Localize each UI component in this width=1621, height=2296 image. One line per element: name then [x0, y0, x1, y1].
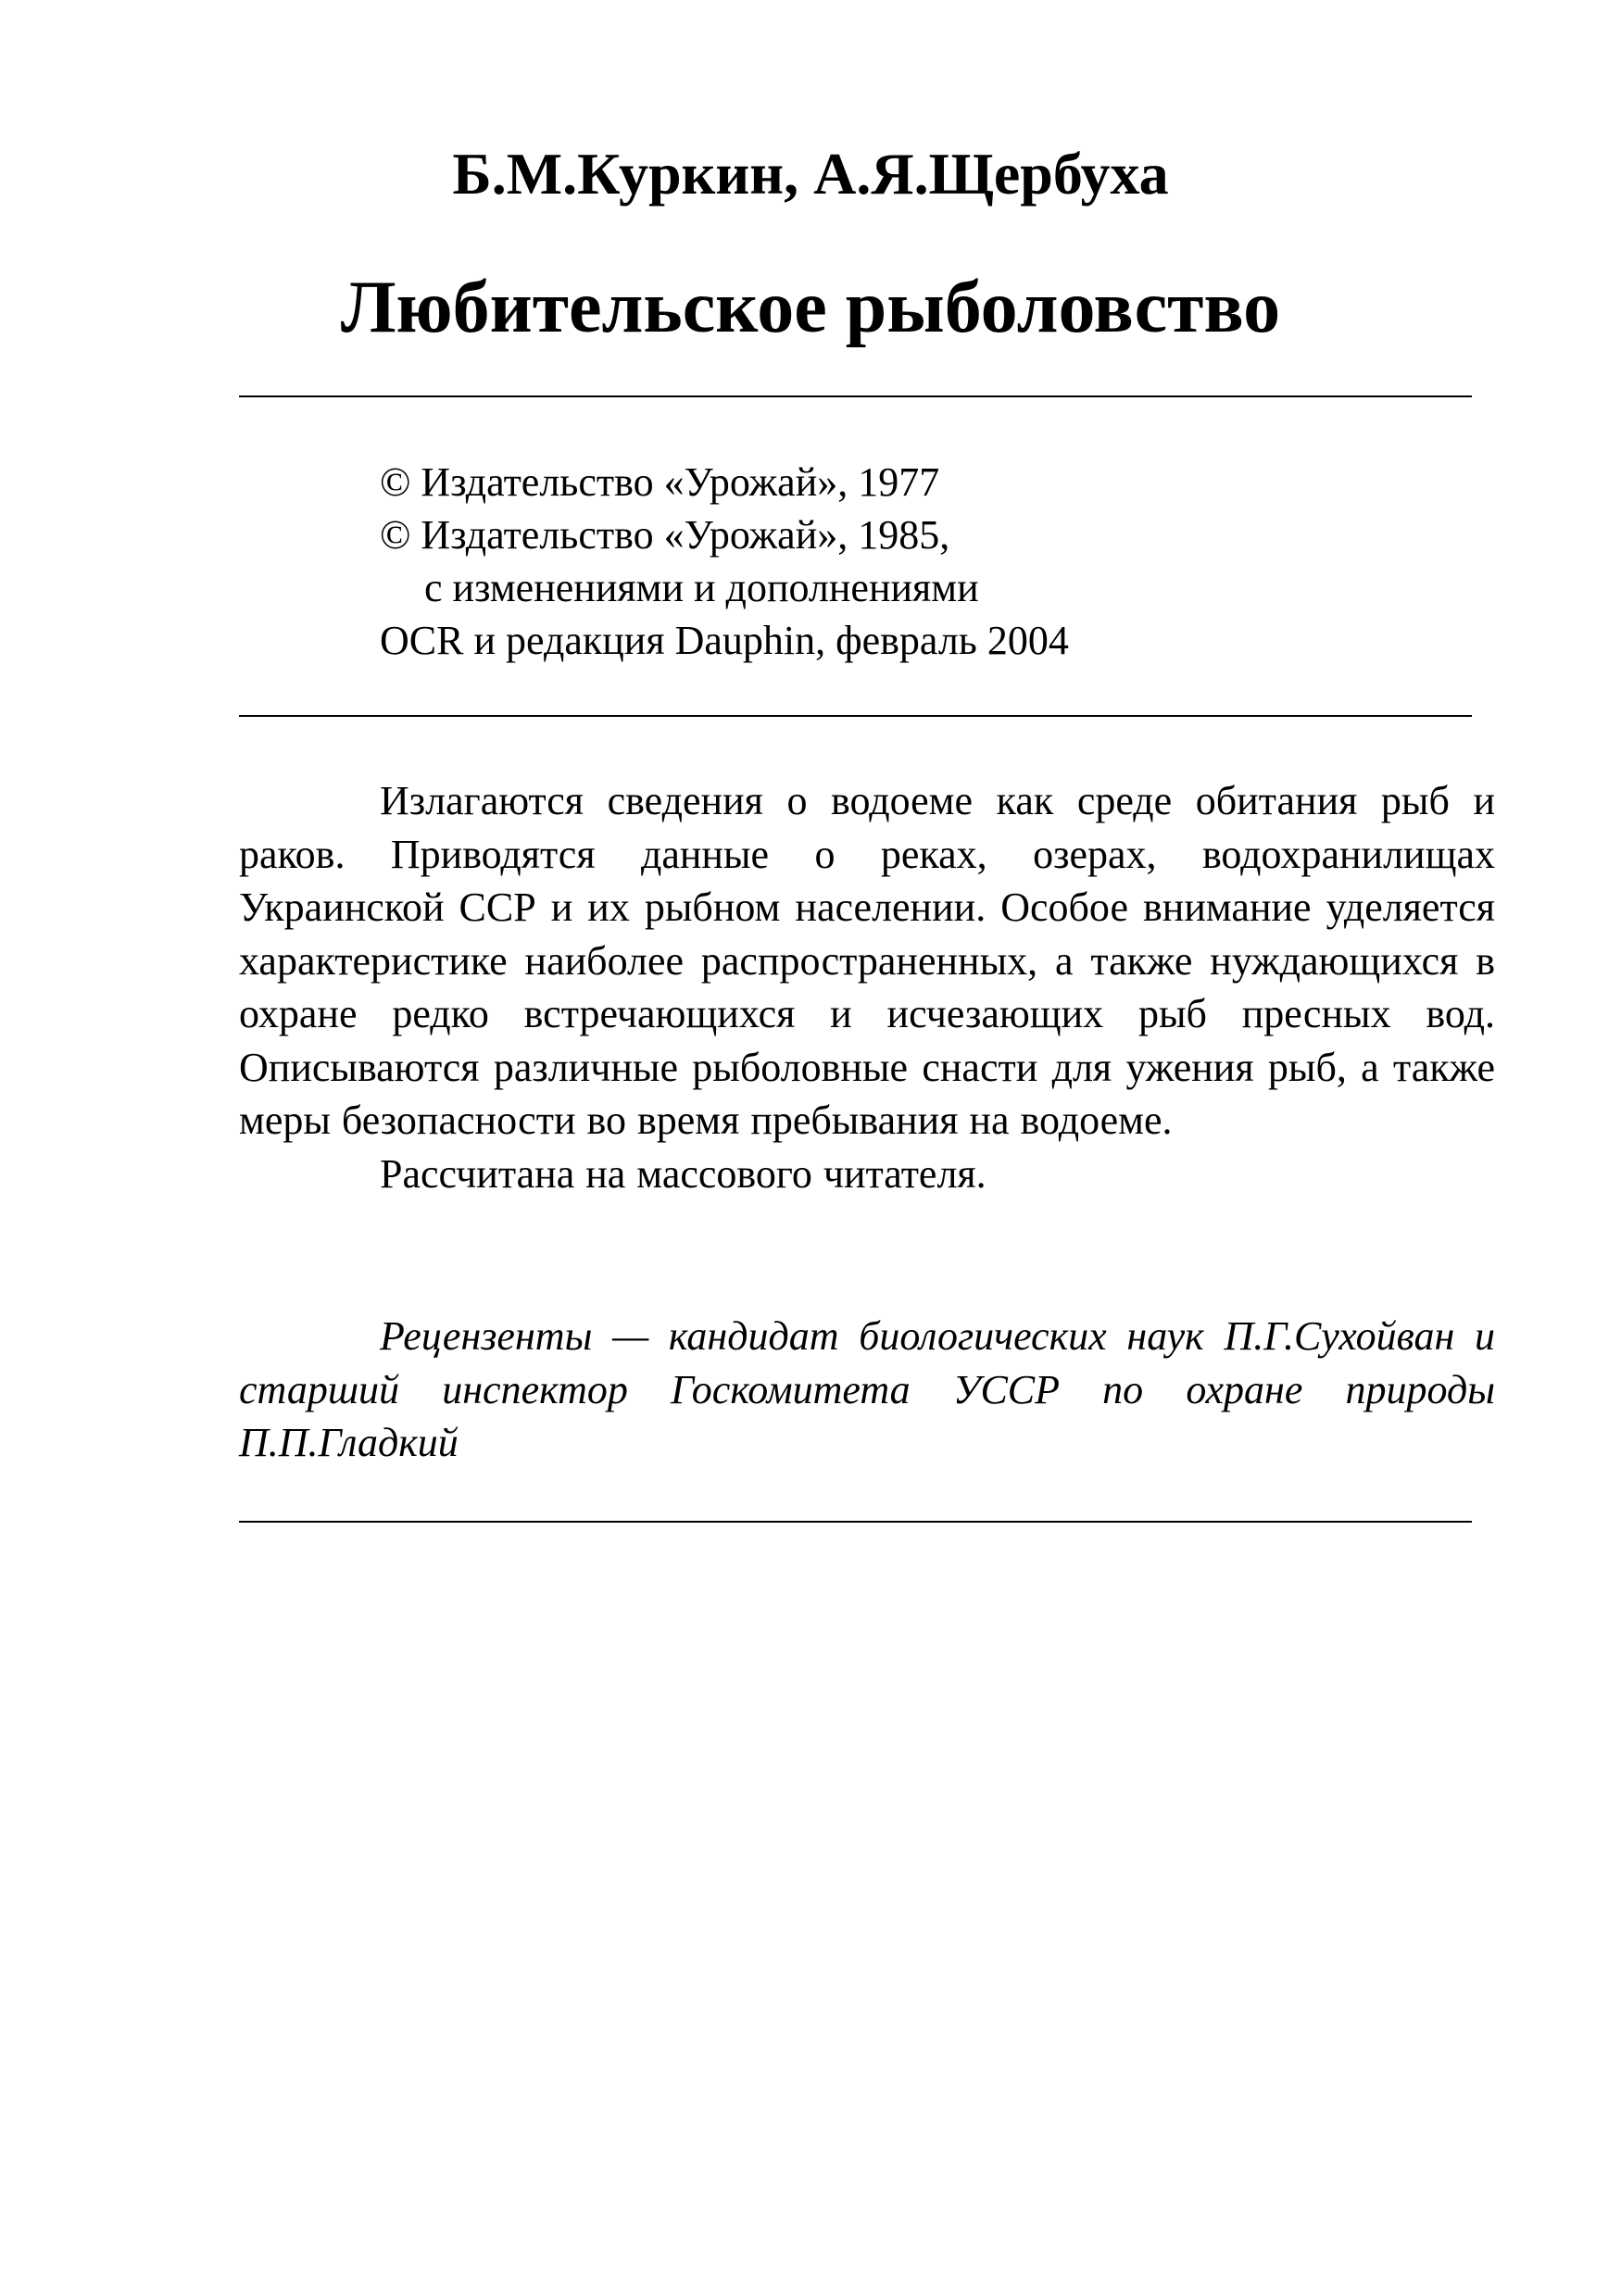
annotation-paragraph-1: Излагаются сведения о водоеме как среде обитания рыб и раков. Приводятся данные о реках, озерах, водохранилищах Украинской ССР и их рыбном населении. Особое внимание уделяется характеристике наиболее распространенных, а также нуждающихся в охране редко встречающихся и исчезающих рыб пресных вод. Описываются различные рыболовные снасти для ужения рыб, а также меры безопасности во время пребывания на водоеме.	[239, 778, 1495, 1143]
copyright-block	[380, 456, 1473, 667]
copyright-line-1977: © Издательство «Урожай», 1977	[380, 459, 940, 505]
book-authors: Б.М.Куркин, А.Я.Щербуха	[452, 141, 1169, 207]
divider-middle	[239, 715, 1472, 717]
annotation-block	[239, 774, 1495, 1200]
reviewers-block	[239, 1310, 1495, 1470]
copyright-line-ocr: OCR и редакция Dauphin, февраль 2004	[380, 618, 1069, 663]
annotation-paragraph-2: Рассчитана на массового читателя.	[380, 1150, 986, 1197]
divider-bottom	[239, 1521, 1472, 1523]
copyright-line-changes: с изменениями и дополнениями	[424, 565, 979, 610]
copyright-line-1985: © Издательство «Урожай», 1985,	[380, 512, 950, 558]
book-title: Любительское рыболовство	[340, 267, 1281, 348]
divider-top	[239, 395, 1472, 397]
reviewers-text: Рецензенты — кандидат биологических наук П.Г.Сухойван и старший инспектор Госкомитета УССР по охране природы П.П.Гладкий	[239, 1313, 1495, 1465]
